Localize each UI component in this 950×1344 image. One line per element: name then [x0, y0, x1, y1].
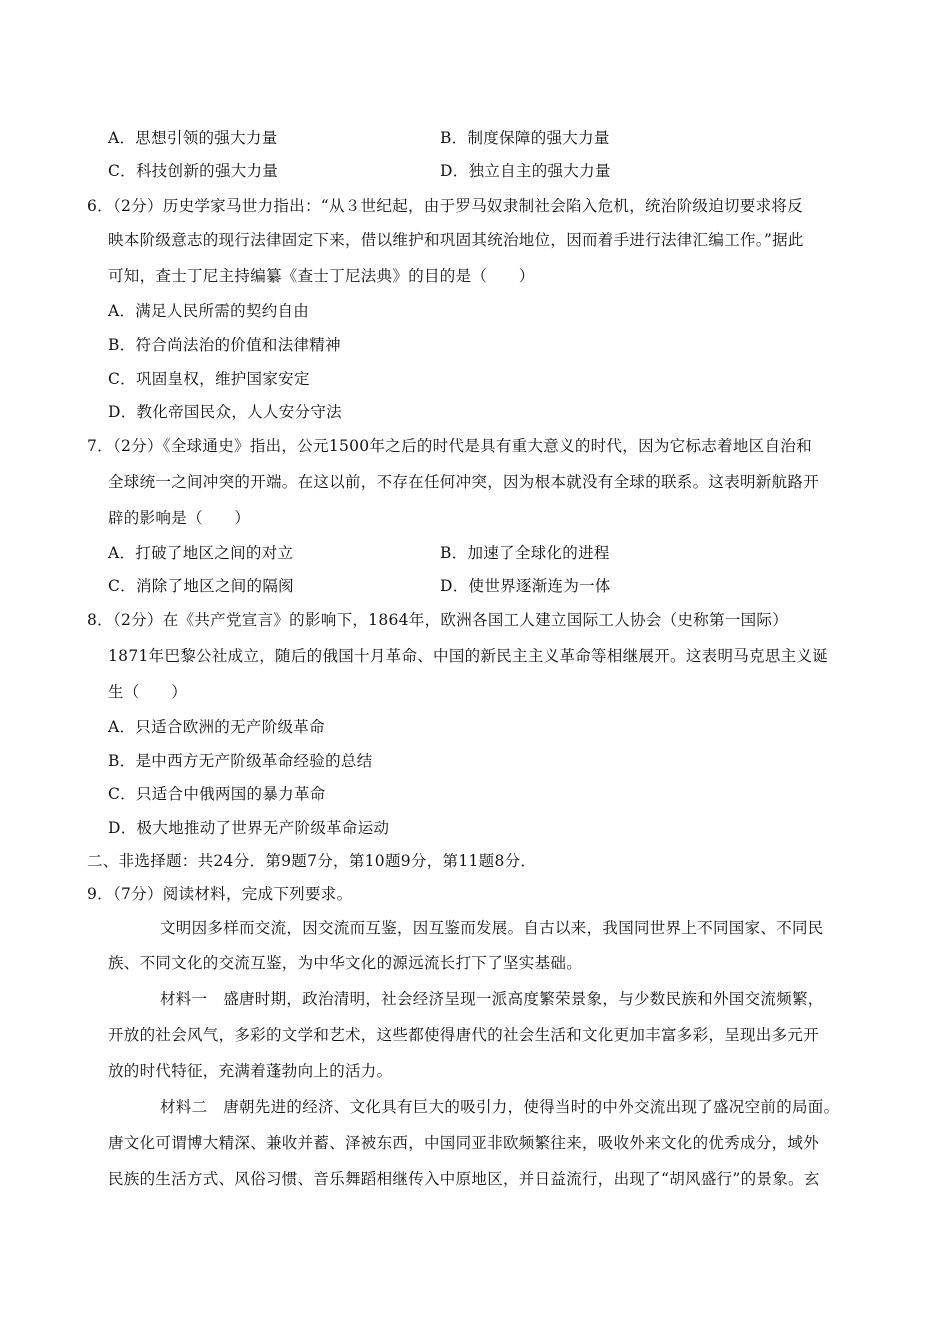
q9-intro-line2: 族、不同文化的交流互鉴，为中华文化的源远流长打下了坚实基础。 [108, 954, 583, 972]
q7-stem-line3: 辟的影响是（ ） [108, 509, 251, 527]
q9-stem: 9．（7分）阅读材料，完成下列要求。 [87, 885, 353, 903]
q7-option-d: D．使世界逐渐连为一体 [440, 577, 611, 595]
q6-option-d: D．教化帝国民众，人人安分守法 [108, 403, 342, 421]
section-2-heading: 二、非选择题：共24分．第9题7分，第10题9分，第11题8分． [87, 852, 537, 870]
q6-option-b: B．符合尚法治的价值和法律精神 [108, 336, 341, 354]
q7-stem-line2: 全球统一之间冲突的开端。在这以前，不存在任何冲突，因为根本就没有全球的联系。这表明新航路开 [108, 473, 820, 491]
q5-option-c: C．科技创新的强大力量 [108, 162, 279, 180]
q5-option-d: D．独立自主的强大力量 [440, 162, 611, 180]
q9-material2-line2: 唐文化可谓博大精深、兼收并蓄、泽被东西，中国同亚非欧频繁往来，吸收外来文化的优秀成分，域外 [108, 1134, 820, 1152]
q9-material2-line3: 民族的生活方式、风俗习惯、音乐舞蹈相继传入中原地区，并日益流行，出现了“胡风盛行”的景象。玄 [108, 1170, 820, 1188]
q6-stem-line3: 可知，查士丁尼主持编纂《查士丁尼法典》的目的是（ ） [108, 267, 535, 285]
q9-material1-line2: 开放的社会风气，多彩的文学和艺术，这些都使得唐代的社会生活和文化更加丰富多彩，呈现出多元开 [108, 1026, 820, 1044]
q9-material2-line1: 材料二 唐朝先进的经济、文化具有巨大的吸引力，使得当时的中外交流出现了盛况空前的局面。 [160, 1098, 840, 1116]
q6-option-c: C．巩固皇权，维护国家安定 [108, 370, 310, 388]
q5-option-b: B．制度保障的强大力量 [440, 129, 610, 147]
q9-material1-line3: 放的时代特征，充满着蓬勃向上的活力。 [108, 1062, 393, 1080]
q9-material1-line1: 材料一 盛唐时期，政治清明，社会经济呈现一派高度繁荣景象，与少数民族和外国交流频繁， [160, 990, 824, 1008]
q9-intro-line1: 文明因多样而交流，因交流而互鉴，因互鉴而发展。自古以来，我国同世界上不同国家、不同民 [160, 919, 824, 937]
q8-option-d: D．极大地推动了世界无产阶级革命运动 [108, 819, 390, 837]
q7-stem-line1: 7．（2分）《全球通史》指出，公元1500年之后的时代是具有重大意义的时代，因为它标志着地区自治和 [87, 437, 812, 455]
q6-stem-line1: 6．（2分）历史学家马世力指出：“从３世纪起，由于罗马奴隶制社会陷入危机，统治阶级迫切要求将反 [87, 197, 803, 215]
q8-stem-line3: 生（ ） [108, 683, 188, 701]
q7-option-c: C．消除了地区之间的隔阂 [108, 577, 294, 595]
q7-option-a: A．打破了地区之间的对立 [108, 544, 294, 562]
q6-option-a: A．满足人民所需的契约自由 [108, 302, 310, 320]
q6-stem-line2: 映本阶级意志的现行法律固定下来，借以维护和巩固其统治地位，因而着手进行法律汇编工作。”据此 [108, 231, 804, 249]
q8-option-a: A．只适合欧洲的无产阶级革命 [108, 718, 325, 736]
q7-option-b: B．加速了全球化的进程 [440, 544, 610, 562]
q5-option-a: A．思想引领的强大力量 [108, 129, 278, 147]
q8-stem-line1: 8．（2分）在《共产党宣言》的影响下，1864年，欧洲各国工人建立国际工人协会（史称第一国际） [87, 611, 789, 629]
q8-stem-line2: 1871年巴黎公社成立，随后的俄国十月革命、中国的新民主主义革命等相继展开。这表明马克思主义诞 [108, 647, 829, 665]
q8-option-b: B．是中西方无产阶级革命经验的总结 [108, 752, 373, 770]
q8-option-c: C．只适合中俄两国的暴力革命 [108, 785, 326, 803]
